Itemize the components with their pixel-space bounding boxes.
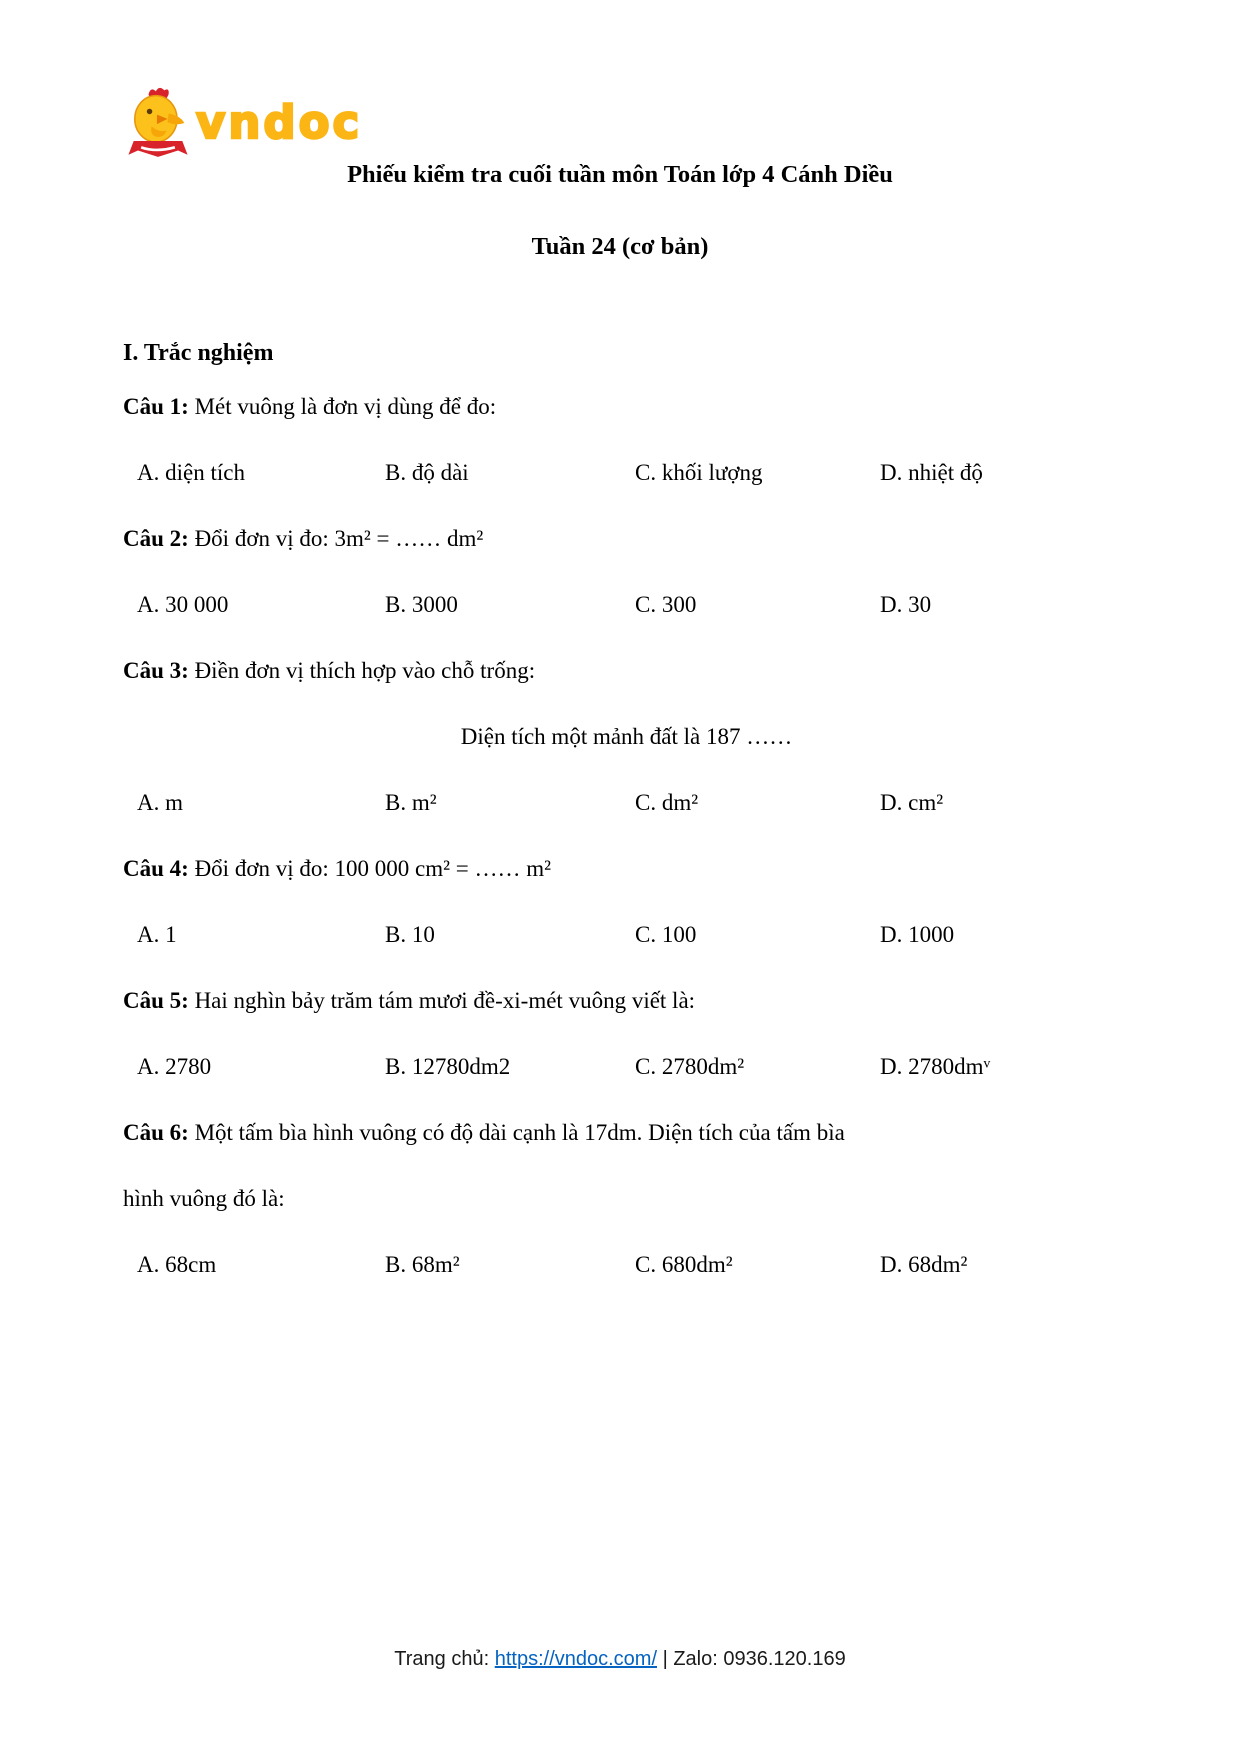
question-4-options [123,920,1130,950]
question-5-text: Hai nghìn bảy trăm tám mươi đề-xi-mét vuông viết là: [194,988,696,1013]
question-3-option-b: B. m² [385,790,437,815]
question-3 [123,656,1130,686]
question-6-option-c: C. 680dm² [635,1252,733,1277]
question-6-label: Câu 6: [123,1120,189,1145]
question-4-option-d: D. 1000 [880,922,955,947]
question-3-option-d: D. cm² [880,790,944,815]
vndoc-logo [126,84,362,166]
question-1-option-a: A. diện tích [137,460,245,485]
question-5 [123,986,1130,1016]
question-2-option-d: D. 30 [880,592,932,617]
question-4-text: Đổi đơn vị đo: 100 000 cm² = …… m² [194,856,552,881]
document-body [123,338,1130,1316]
question-1-option-c: C. khối lượng [635,460,763,485]
question-3-option-a: A. m [137,790,183,815]
footer-home-label: Trang chủ: [394,1648,495,1670]
footer-home-link[interactable]: https://vndoc.com/ [494,1648,658,1670]
question-2-text: Đổi đơn vị đo: 3m² = …… dm² [194,526,484,551]
question-2-option-c: C. 300 [635,592,697,617]
question-6-option-a: A. 68cm [137,1252,217,1277]
question-1-option-d: D. nhiệt độ [880,460,983,485]
question-2-label: Câu 2: [123,526,189,551]
question-6-options [123,1250,1130,1280]
section-heading-trac-nghiem: I. Trắc nghiệm [123,340,274,366]
chicken-mascot-icon [126,84,190,166]
question-2 [123,524,1130,554]
question-6-text: Một tấm bìa hình vuông có độ dài cạnh là 17dm. Diện tích của tấm bìa [194,1120,845,1145]
question-1 [123,392,1130,422]
question-3-option-c: C. dm² [635,790,699,815]
footer-zalo-label: | Zalo: 0936.120.169 [657,1648,846,1670]
question-5-option-b: B. 12780dm2 [385,1054,511,1079]
question-4-option-a: A. 1 [137,922,177,947]
page-footer [0,1648,1240,1671]
question-3-text: Điền đơn vị thích hợp vào chỗ trống: [194,658,536,683]
question-6-option-d: D. 68dm² [880,1252,968,1277]
question-2-options [123,590,1130,620]
question-1-options [123,458,1130,488]
question-2-option-b: B. 3000 [385,592,458,617]
question-3-fill-blank-line: Diện tích một mảnh đất là 187 …… [460,724,793,749]
document-subtitle: Tuần 24 (cơ bản) [531,233,709,260]
question-3-options [123,788,1130,818]
question-5-options [123,1052,1130,1082]
question-5-label: Câu 5: [123,988,189,1013]
question-3-label: Câu 3: [123,658,189,683]
question-5-option-c: C. 2780dm² [635,1054,745,1079]
question-4-option-c: C. 100 [635,922,697,947]
question-1-option-b: B. độ dài [385,460,469,485]
vndoc-wordmark: vndoc [196,95,363,149]
document-title: Phiếu kiểm tra cuối tuần môn Toán lớp 4 Cánh Diều [347,161,893,188]
question-1-text: Mét vuông là đơn vị dùng để đo: [194,394,497,419]
question-2-option-a: A. 30 000 [137,592,229,617]
question-4 [123,854,1130,884]
question-6-option-b: B. 68m² [385,1252,460,1277]
question-4-option-b: B. 10 [385,922,435,947]
question-6-text-line2: hình vuông đó là: [123,1186,285,1211]
question-5-option-d: D. 2780dmᵛ [880,1054,991,1079]
question-5-option-a: A. 2780 [137,1054,212,1079]
question-4-label: Câu 4: [123,856,189,881]
question-6 [123,1118,1130,1148]
question-1-label: Câu 1: [123,394,189,419]
